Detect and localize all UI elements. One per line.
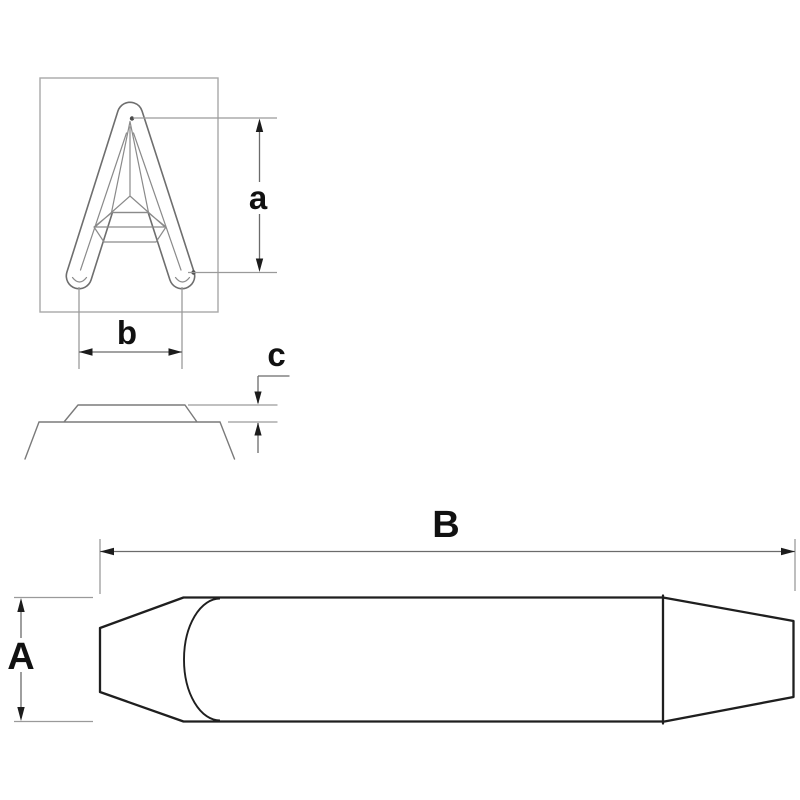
dim-label-char-depth: c — [267, 336, 286, 373]
dimension-char-width — [79, 287, 182, 369]
dim-c-arrow-up — [254, 423, 261, 436]
dimension-overall-length — [100, 504, 795, 594]
dim-B-arrow-left — [100, 548, 114, 555]
dim-B-arrow-right — [781, 548, 795, 555]
dim-b-arrow-right — [169, 348, 183, 355]
dimension-shank-size — [7, 598, 93, 722]
relief-profile-outline — [25, 405, 235, 459]
dim-c-arrow-down — [254, 392, 261, 405]
dim-label-shank-size: A — [7, 636, 35, 678]
punch-side-view — [100, 596, 794, 724]
dim-label-char-height: a — [248, 179, 268, 216]
dim-A-arrow-down — [17, 707, 24, 721]
dim-a-arrow-down — [256, 259, 263, 273]
dim-label-overall-length: B — [432, 504, 460, 546]
dimension-char-depth — [188, 336, 290, 453]
dim-label-char-width: b — [116, 314, 138, 351]
dim-b-arrow-left — [79, 348, 93, 355]
punch-tip-transition-arc — [184, 599, 220, 721]
dim-a-arrow-up — [256, 119, 263, 133]
dim-A-arrow-up — [17, 598, 24, 612]
punch-body-outline — [100, 596, 794, 724]
stamp-face-view — [40, 78, 218, 312]
relief-profile-view — [25, 405, 235, 459]
